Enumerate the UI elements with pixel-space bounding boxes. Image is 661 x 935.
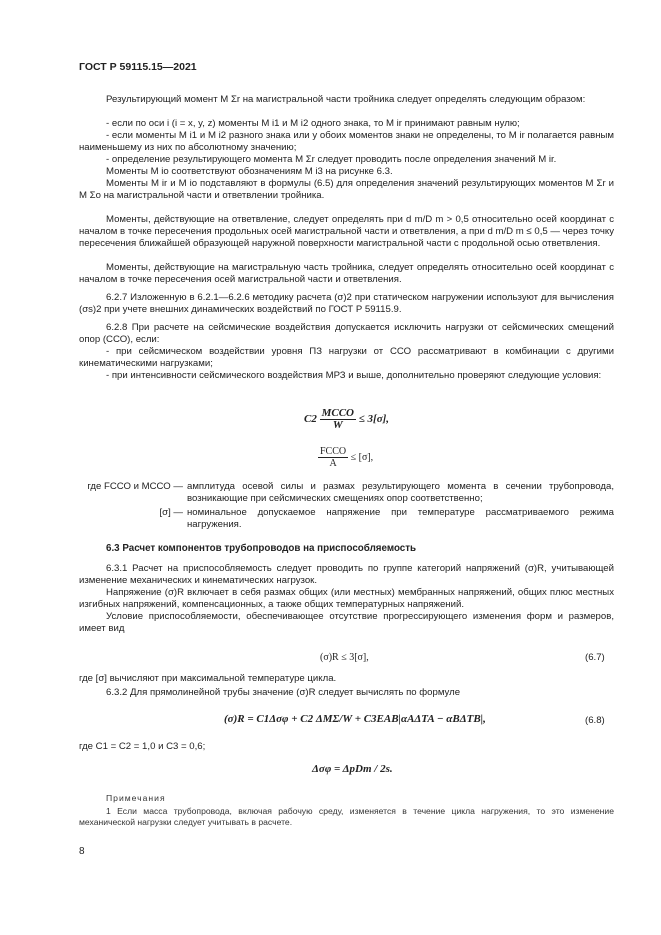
shakedown-condition-formula: (σ)R ≤ 3[σ],: [320, 652, 369, 663]
definition-text: амплитуда осевой силы и размах результирующего момента в сечении трубопровода, возникающие при сейсмических смещениях опор соответственно;: [187, 481, 614, 505]
document-header: ГОСТ Р 59115.15—2021: [79, 61, 197, 73]
section-heading: 6.3 Расчет компонентов трубопроводов на приспособляемость: [106, 543, 417, 554]
paragraph: 6.2.8 При расчете на сейсмические воздействия допускается исключить нагрузки от сейсмических смещений опор (ССО), если:: [79, 322, 614, 346]
page-number: 8: [79, 846, 85, 857]
seismic-force-formula: $\frac{\text{FССО}}{A}$ ≤ [σ],: [320, 446, 374, 469]
paragraph: - при сейсмическом воздействии уровня ПЗ нагрузки от ССО рассматривают в комбинации с другими кинематическими нагрузками;: [79, 346, 614, 370]
paragraph: 6.3.2 Для прямолинейной трубы значение (σ)R следует вычислять по формуле: [106, 687, 461, 698]
note-1: 1 Если масса трубопровода, включая рабочую среду, изменяется в течение цикла нагружения, то это изменение механической нагрузки следует учитывать в расчете.: [79, 806, 614, 827]
hoop-stress-range-formula: Δσφ = ΔpDm / 2s.: [312, 763, 393, 775]
paragraph: - при интенсивности сейсмического воздействия МРЗ и выше, дополнительно проверяют следующие условия:: [106, 370, 602, 381]
straight-pipe-stress-formula: (σ)R = C1Δσφ + C2 ΔMΣ/W + C3EAB|αAΔTA − αBΔTB|,: [224, 713, 486, 725]
paragraph: Моменты, действующие на магистральную часть тройника, следует определять относительно осей координат с началом в точке пересечения осей магистральной части и ответвления.: [79, 262, 614, 286]
seismic-moment-formula: C2 $\frac{\text{MССО}}{W}$ ≤ 3[σ],: [304, 407, 390, 431]
paragraph: - определение результирующего момента M Σr следует проводить после определения значений M ir.: [106, 154, 557, 165]
equation-number: (6.8): [585, 715, 605, 726]
definition-text: номинальное допускаемое напряжение при температуре рассматриваемого режима нагружения.: [187, 507, 614, 531]
notes-title: Примечания: [106, 793, 166, 803]
paragraph: Моменты, действующие на ответвление, следует определять при d m/D m > 0,5 относительно осей координат с началом в точке пересечения продольных осей магистральной части и ответвления, а при d m/D m ≤ 0,5 — через точку пересечения ближайшей образующей наружной поверхности магистральной части с продольной осью ответвления.: [79, 214, 614, 250]
paragraph: Напряжение (σ)R включает в себя размах общих (или местных) мембранных напряжений, общих плюс местных изгибных напряжений, компенсационных, а также общих температурных напряжений.: [79, 587, 614, 611]
paragraph: Моменты M io соответствуют обозначениям M i3 на рисунке 6.3.: [106, 166, 393, 177]
equation-number: (6.7): [585, 652, 605, 663]
paragraph: 6.2.7 Изложенную в 6.2.1—6.2.6 методику расчета (σ)2 при статическом нагружении используют для вычисления (σs)2 при учете внешних динамических воздействий по ГОСТ Р 59115.9.: [79, 292, 614, 316]
definition-symbol: где FССО и MССО —: [87, 481, 183, 492]
paragraph: где C1 = C2 = 1,0 и C3 = 0,6;: [79, 741, 206, 752]
paragraph: Моменты M ir и M io подставляют в формулы (6.5) для определения значений результирующих моментов M Σr и M Σo на магистральной части и ответвлении тройника.: [79, 178, 614, 202]
paragraph: - если моменты M i1 и M i2 разного знака или у обоих моментов знаки не определены, то M ir полагается равным наименьшему из них по абсолютному значению;: [79, 130, 614, 154]
paragraph: - если по оси i (i = x, y, z) моменты M i1 и M i2 одного знака, то M ir принимают равным нулю;: [106, 118, 520, 129]
definition-symbol: [σ] —: [159, 507, 183, 518]
paragraph: где [σ] вычисляют при максимальной температуре цикла.: [79, 673, 337, 684]
paragraph: 6.3.1 Расчет на приспособляемость следует проводить по группе категорий напряжений (σ)R, учитывающей изменение механических и кинематических нагрузок.: [79, 563, 614, 587]
paragraph: Условие приспособляемости, обеспечивающее отсутствие прогрессирующего изменения форм и размеров, имеет вид: [79, 611, 614, 635]
paragraph: Результирующий момент M Σr на магистральной части тройника следует определять следующим образом:: [106, 94, 586, 105]
